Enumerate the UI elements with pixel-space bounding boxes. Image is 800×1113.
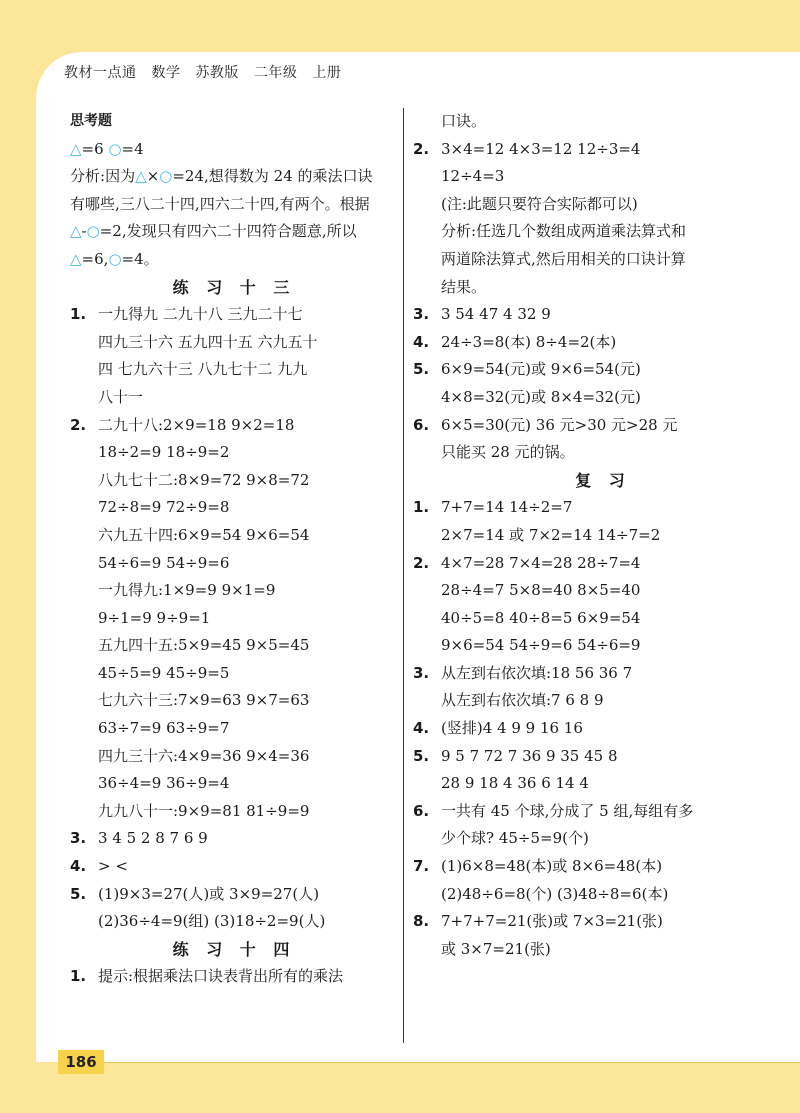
item-number: 4.	[70, 857, 87, 876]
answer-line: 五九四十五:5×9=45 9×5=45	[98, 636, 310, 655]
book-header	[64, 62, 351, 82]
header-item: 数学	[151, 65, 181, 81]
answer-item	[413, 715, 793, 743]
header-item: 上册	[312, 65, 342, 81]
answer-item	[70, 881, 398, 909]
item-text: 7+7+7=21(张)或 7×3=21(张)	[441, 912, 663, 931]
item-text: 从左到右依次填:18 56 36 7	[441, 663, 633, 682]
answer-line: (2)48÷6=8(个) (3)48÷8=6(本)	[441, 884, 669, 903]
item-number: 7.	[413, 857, 430, 876]
header-item: 二年级	[253, 65, 298, 81]
item-number: 6.	[413, 801, 430, 820]
answer-line: 口诀。	[441, 112, 487, 130]
item-number: 3.	[413, 305, 430, 324]
answer-line: 28÷4=7 5×8=40 8×5=40	[441, 581, 641, 600]
answer-line: 分析:任选几个数组成两道乘法算式和	[441, 222, 687, 241]
answer-line: 18÷2=9 18÷9=2	[98, 443, 230, 462]
triangle-icon: △	[70, 139, 82, 158]
answer-line: 40÷5=8 40÷8=5 6×9=54	[441, 608, 641, 627]
text-line: 有哪些,三八二十四,四六二十四,有两个。根据	[70, 194, 370, 213]
item-number: 3.	[70, 829, 87, 848]
item-number: 4.	[413, 719, 430, 738]
item-text: 二九十八:2×9=18 9×2=18	[98, 415, 295, 434]
item-text: > <	[98, 857, 128, 876]
item-number: 5.	[413, 360, 430, 379]
answer-item	[413, 660, 793, 688]
triangle-icon: △	[70, 249, 82, 268]
item-text: 4×7=28 7×4=28 28÷7=4	[441, 553, 641, 572]
answer-line: 八十一	[98, 387, 144, 406]
answer-line: 36÷4=9 36÷9=4	[98, 774, 230, 793]
item-text: (1)9×3=27(人)或 3×9=27(人)	[98, 884, 320, 903]
answer-line: 12÷4=3	[441, 167, 505, 186]
circle-icon: ○	[159, 167, 173, 186]
answer-item	[413, 412, 793, 440]
item-text: (竖排)4 4 9 9 16 16	[441, 719, 583, 738]
answer-line: 七九六十三:7×9=63 9×7=63	[98, 691, 310, 710]
right-column	[413, 108, 793, 963]
answer-item	[70, 301, 398, 329]
answer-line: 或 3×7=21(张)	[441, 939, 551, 958]
item-text: 7+7=14 14÷2=7	[441, 498, 573, 517]
item-text: 6×5=30(元) 36 元>30 元>28 元	[441, 415, 678, 434]
answer-item	[70, 412, 398, 440]
shape-answer: △=6 ○=4	[70, 139, 144, 158]
page-number: 186	[58, 1050, 104, 1074]
item-text: 一共有 45 个球,分成了 5 组,每组有多	[441, 801, 694, 820]
answer-item	[413, 798, 793, 826]
answer-line: 结果。	[441, 277, 487, 296]
section-label: 思考题	[70, 113, 112, 129]
item-number: 2.	[70, 415, 87, 434]
answer-line: 九九八十一:9×9=81 81÷9=9	[98, 801, 310, 820]
circle-icon: ○	[108, 249, 122, 268]
item-number: 1.	[413, 498, 430, 517]
answer-item	[413, 494, 793, 522]
answer-line: 4×8=32(元)或 8×4=32(元)	[441, 387, 641, 406]
answer-line: 2×7=14 或 7×2=14 14÷7=2	[441, 525, 661, 544]
triangle-icon: △	[70, 222, 82, 241]
answer-item	[413, 136, 793, 164]
item-number: 4.	[413, 332, 430, 351]
answer-line: 63÷7=9 63÷9=7	[98, 719, 230, 738]
answer-line: 六九五十四:6×9=54 9×6=54	[98, 525, 310, 544]
circle-icon: ○	[86, 222, 100, 241]
item-text: 提示:根据乘法口诀表背出所有的乘法	[98, 967, 344, 986]
item-number: 5.	[413, 746, 430, 765]
answer-line: 四 七九六十三 八九七十二 九九	[98, 360, 308, 379]
item-number: 2.	[413, 139, 430, 158]
answer-item	[413, 908, 793, 936]
item-text: (1)6×8=48(本)或 8×6=48(本)	[441, 857, 663, 876]
item-number: 3.	[413, 663, 430, 682]
answer-line: (注:此题只要符合实际都可以)	[441, 194, 638, 213]
item-number: 6.	[413, 415, 430, 434]
header-item: 苏教版	[195, 65, 239, 81]
item-number: 1.	[70, 305, 87, 324]
section-heading: 练 习 十 四	[172, 939, 296, 959]
answer-item	[70, 825, 398, 853]
left-column	[70, 108, 398, 991]
answer-line: 四九三十六:4×9=36 9×4=36	[98, 746, 310, 765]
text-line: △-○=2,发现只有四六二十四符合题意,所以	[70, 222, 357, 241]
answer-item	[413, 356, 793, 384]
answer-item	[413, 550, 793, 578]
answer-item	[70, 853, 398, 881]
item-text: 3 54 47 4 32 9	[441, 305, 551, 324]
answer-line: 45÷5=9 45÷9=5	[98, 663, 230, 682]
answer-line: 54÷6=9 54÷9=6	[98, 553, 230, 572]
answer-item	[413, 743, 793, 771]
answer-item	[413, 853, 793, 881]
answer-line: 八九七十二:8×9=72 9×8=72	[98, 470, 310, 489]
answer-line: 只能买 28 元的锅。	[441, 443, 575, 462]
answer-line: 72÷8=9 72÷9=8	[98, 498, 230, 517]
item-text: 3×4=12 4×3=12 12÷3=4	[441, 139, 641, 158]
answer-line: (2)36÷4=9(组) (3)18÷2=9(人)	[98, 912, 326, 931]
item-text: 9 5 7 72 7 36 9 35 45 8	[441, 746, 618, 765]
answer-line: 两道除法算式,然后用相关的口诀计算	[441, 249, 686, 268]
triangle-icon: △	[135, 167, 147, 186]
answer-item	[70, 963, 398, 991]
item-text: 6×9=54(元)或 9×6=54(元)	[441, 360, 641, 379]
item-number: 2.	[413, 553, 430, 572]
answer-item	[413, 329, 793, 357]
item-text: 一九得九 二九十八 三九二十七	[98, 305, 303, 324]
item-text: 3 4 5 2 8 7 6 9	[98, 829, 208, 848]
item-number: 5.	[70, 884, 87, 903]
answer-line: 一九得九:1×9=9 9×1=9	[98, 581, 276, 600]
header-item: 教材一点通	[64, 65, 137, 81]
answer-line: 28 9 18 4 36 6 14 4	[441, 774, 589, 793]
column-divider	[403, 108, 404, 1043]
footer-line	[104, 1062, 800, 1063]
item-number: 1.	[70, 967, 87, 986]
circle-icon: ○	[108, 139, 122, 158]
section-heading: 练 习 十 三	[172, 277, 296, 297]
answer-line: 四九三十六 五九四十五 六九五十	[98, 332, 318, 351]
text-line: △=6,○=4。	[70, 249, 159, 268]
answer-line: 9×6=54 54÷9=6 54÷6=9	[441, 636, 641, 655]
section-heading: 复 习	[575, 470, 631, 490]
answer-line: 少个球? 45÷5=9(个)	[441, 829, 589, 848]
answer-line: 9÷1=9 9÷9=1	[98, 608, 211, 627]
answer-line: 从左到右依次填:7 6 8 9	[441, 691, 604, 710]
answer-item	[413, 301, 793, 329]
item-number: 8.	[413, 912, 430, 931]
item-text: 24÷3=8(本) 8÷4=2(本)	[441, 332, 617, 351]
text-line: 分析:因为△×○=24,想得数为 24 的乘法口诀	[70, 167, 373, 186]
